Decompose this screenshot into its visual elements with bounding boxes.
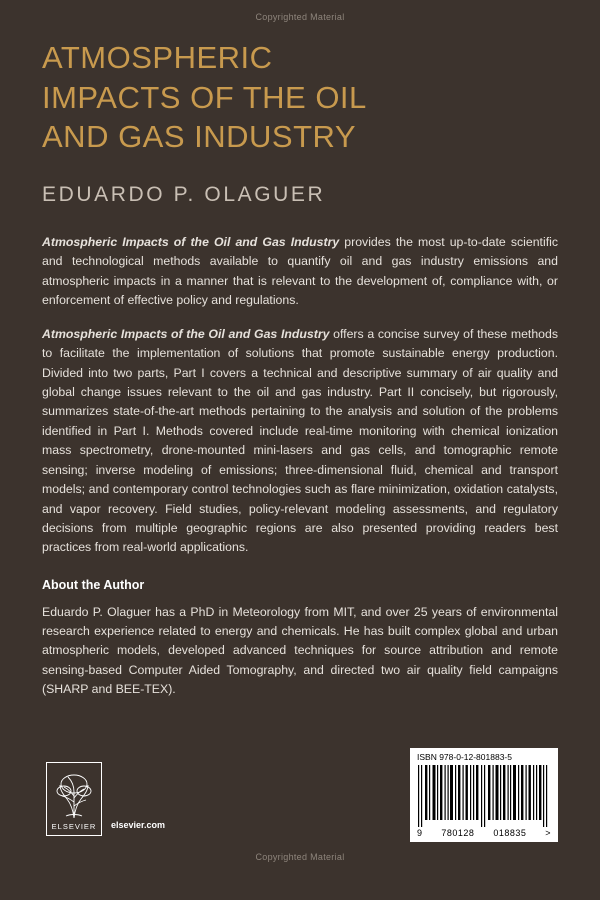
about-the-author-heading: About the Author bbox=[42, 577, 145, 592]
book-title-line-3: AND GAS INDUSTRY bbox=[42, 119, 357, 155]
book-title bbox=[42, 30, 558, 157]
book-author: EDUARDO P. OLAGUER bbox=[42, 183, 326, 207]
publisher-block bbox=[46, 762, 165, 836]
isbn-barcode-digits bbox=[416, 828, 552, 838]
cover-content bbox=[42, 30, 558, 714]
blurb-body-1: provides the most up-to-date scientific and technological methods available to quantify oil and gas industry emissions and atmospheric impacts in a manner that is relevant to the development of, compliance with, or enforcement of effective policy and regulations. bbox=[42, 235, 558, 308]
book-description bbox=[42, 233, 558, 700]
barcode-group-2: 018835 bbox=[493, 828, 527, 838]
blurb-paragraph-1 bbox=[42, 233, 558, 311]
isbn-label: ISBN 978-0-12-801883-5 bbox=[417, 752, 512, 762]
publisher-website: elsevier.com bbox=[111, 820, 166, 830]
elsevier-tree-icon bbox=[52, 772, 96, 820]
blurb-paragraph-2 bbox=[42, 325, 558, 558]
blurb-body-2: offers a concise survey of these methods to facilitate the implementation of solutions that promote sustainable energy production. Divided into two parts, Part I covers a technical and descriptive summary of air quality and global change issues relevant to the oil and gas industry. Part II concisely, but rigorously, summarizes state-of-the-art methods pertaining to the analysis and solution of the problems identified in Part I. Methods covered include real-time monitoring with chemical ionization mass spectrometry, drone-mounted mini-lasers and gas cells, and tomographic remote sensing; inverse modeling of emissions; three-dimensional fluid, chemical and transport models; and contemporary control technologies such as flare minimization, oxidation catalysts, and vapor recovery. Field studies, policy-relevant modeling assessments, and regulatory decisions from multiple geographic regions are also presented providing readers best practices from real-world applications. bbox=[42, 326, 558, 555]
isbn-barcode bbox=[416, 765, 552, 827]
cover-footer bbox=[42, 732, 558, 842]
copyright-notice-bottom: Copyrighted Material bbox=[255, 852, 345, 862]
book-title-line-1: ATMOSPHERIC bbox=[42, 40, 273, 75]
blurb-title-emphasis-1: Atmospheric Impacts of the Oil and Gas Industry bbox=[42, 235, 340, 250]
copyright-notice-top: Copyrighted Material bbox=[255, 12, 345, 22]
elsevier-wordmark: ELSEVIER bbox=[51, 822, 97, 831]
barcode-right-marker: > bbox=[545, 828, 551, 838]
barcode-digit-left: 9 bbox=[417, 828, 423, 838]
isbn-barcode-block bbox=[410, 748, 558, 842]
about-the-author-text: Eduardo P. Olaguer has a PhD in Meteorology from MIT, and over 25 years of environmental research experience related to energy and chemicals. He has built complex global and urban atmospheric models, developed advanced techniques for source attribution and remote sensing-based Computer Aided Tomography, and directed two air quality field campaigns (SHARP and BEE-TEX). bbox=[42, 604, 558, 697]
book-title-line-2: IMPACTS OF THE OIL bbox=[42, 79, 367, 115]
elsevier-logo bbox=[46, 762, 102, 836]
blurb-title-emphasis-2: Atmospheric Impacts of the Oil and Gas Industry bbox=[42, 326, 330, 341]
barcode-group-1: 780128 bbox=[441, 828, 475, 838]
